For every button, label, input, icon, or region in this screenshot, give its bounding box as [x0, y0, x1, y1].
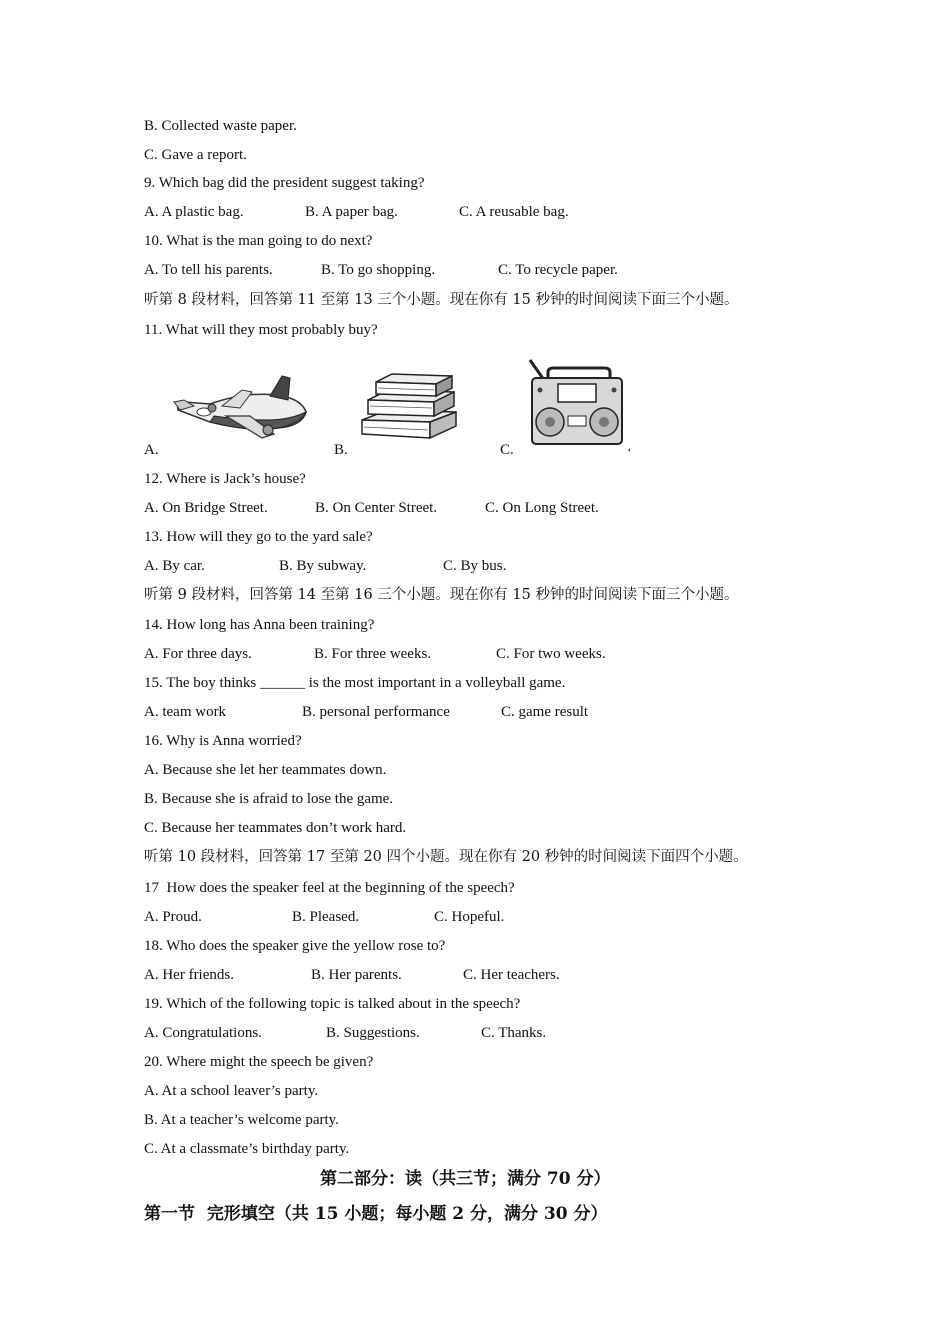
- radio-icon: [526, 358, 630, 452]
- q13-option-b: B. By subway.: [279, 558, 367, 574]
- q9-question: 9. Which bag did the president suggest taking?: [144, 175, 425, 191]
- q15-option-b: B. personal performance: [302, 704, 450, 720]
- q12-option-a: A. On Bridge Street.: [144, 500, 268, 516]
- section-8-instruction: 听第 8 段材料，回答第 11 至第 13 三个小题。现在你有 15 秒钟的时间阅读下面三个小题。: [144, 292, 739, 308]
- q18-option-c: C. Her teachers.: [463, 967, 560, 983]
- q16-question: 16. Why is Anna worried?: [144, 733, 302, 749]
- q11-question: 11. What will they most probably buy?: [144, 322, 378, 338]
- q16-option-a: A. Because she let her teammates down.: [144, 762, 387, 778]
- q15-question: 15. The boy thinks ______ is the most important in a volleyball game.: [144, 675, 566, 691]
- q11-option-c: C.: [500, 442, 514, 458]
- q12-option-c: C. On Long Street.: [485, 500, 599, 516]
- q10-option-b: B. To go shopping.: [321, 262, 436, 278]
- q12-question: 12. Where is Jack’s house?: [144, 471, 306, 487]
- q9-option-c: C. A reusable bag.: [459, 204, 569, 220]
- q16-option-b: B. Because she is afraid to lose the game.: [144, 791, 394, 807]
- q20-option-c: C. At a classmate’s birthday party.: [144, 1141, 350, 1157]
- q18-question: 18. Who does the speaker give the yellow rose to?: [144, 938, 446, 954]
- q19-option-b: B. Suggestions.: [326, 1025, 420, 1041]
- q14-question: 14. How long has Anna been training?: [144, 617, 375, 633]
- q14-option-c: C. For two weeks.: [496, 646, 606, 662]
- q18-option-a: A. Her friends.: [144, 967, 234, 983]
- q19-option-c: C. Thanks.: [481, 1025, 547, 1041]
- q16-option-c: C. Because her teammates don’t work hard.: [144, 820, 407, 836]
- q17-option-b: B. Pleased.: [292, 909, 360, 925]
- q13-question: 13. How will they go to the yard sale?: [144, 529, 373, 545]
- q17-option-c: C. Hopeful.: [434, 909, 505, 925]
- q15-option-a: A. team work: [144, 704, 227, 720]
- q11-option-b: B.: [334, 442, 348, 458]
- q19-question: 19. Which of the following topic is talked about in the speech?: [144, 996, 521, 1012]
- section-10-instruction: 听第 10 段材料，回答第 17 至第 20 四个小题。现在你有 20 秒钟的时间阅读下面四个小题。: [144, 849, 748, 865]
- q8-option-c: C. Gave a report.: [144, 147, 247, 163]
- q20-option-a: A. At a school leaver’s party.: [144, 1083, 319, 1099]
- section-9-instruction: 听第 9 段材料，回答第 14 至第 16 三个小题。现在你有 15 秒钟的时间阅读下面三个小题。: [144, 587, 739, 603]
- q10-question: 10. What is the man going to do next?: [144, 233, 373, 249]
- q18-option-b: B. Her parents.: [311, 967, 402, 983]
- q17-question: 17 How does the speaker feel at the beginning of the speech?: [144, 880, 515, 896]
- part-2-heading: 第二部分：读（共三节；满分 70 分）: [320, 1169, 611, 1189]
- books-icon: [358, 372, 460, 448]
- q9-option-a: A. A plastic bag.: [144, 204, 244, 220]
- q11-option-a: A.: [144, 442, 159, 458]
- q14-option-a: A. For three days.: [144, 646, 252, 662]
- q10-option-c: C. To recycle paper.: [498, 262, 618, 278]
- q9-option-b: B. A paper bag.: [305, 204, 398, 220]
- q15-option-c: C. game result: [501, 704, 589, 720]
- section-1-heading: 第一节 完形填空（共 15 小题；每小题 2 分，满分 30 分）: [144, 1204, 608, 1224]
- q13-option-a: A. By car.: [144, 558, 205, 574]
- q19-option-a: A. Congratulations.: [144, 1025, 262, 1041]
- q20-option-b: B. At a teacher’s welcome party.: [144, 1112, 339, 1128]
- q8-option-b: B. Collected waste paper.: [144, 118, 297, 134]
- q13-option-c: C. By bus.: [443, 558, 507, 574]
- q17-option-a: A. Proud.: [144, 909, 202, 925]
- airplane-icon: [170, 372, 312, 444]
- q14-option-b: B. For three weeks.: [314, 646, 432, 662]
- q10-option-a: A. To tell his parents.: [144, 262, 273, 278]
- q20-question: 20. Where might the speech be given?: [144, 1054, 374, 1070]
- q12-option-b: B. On Center Street.: [315, 500, 438, 516]
